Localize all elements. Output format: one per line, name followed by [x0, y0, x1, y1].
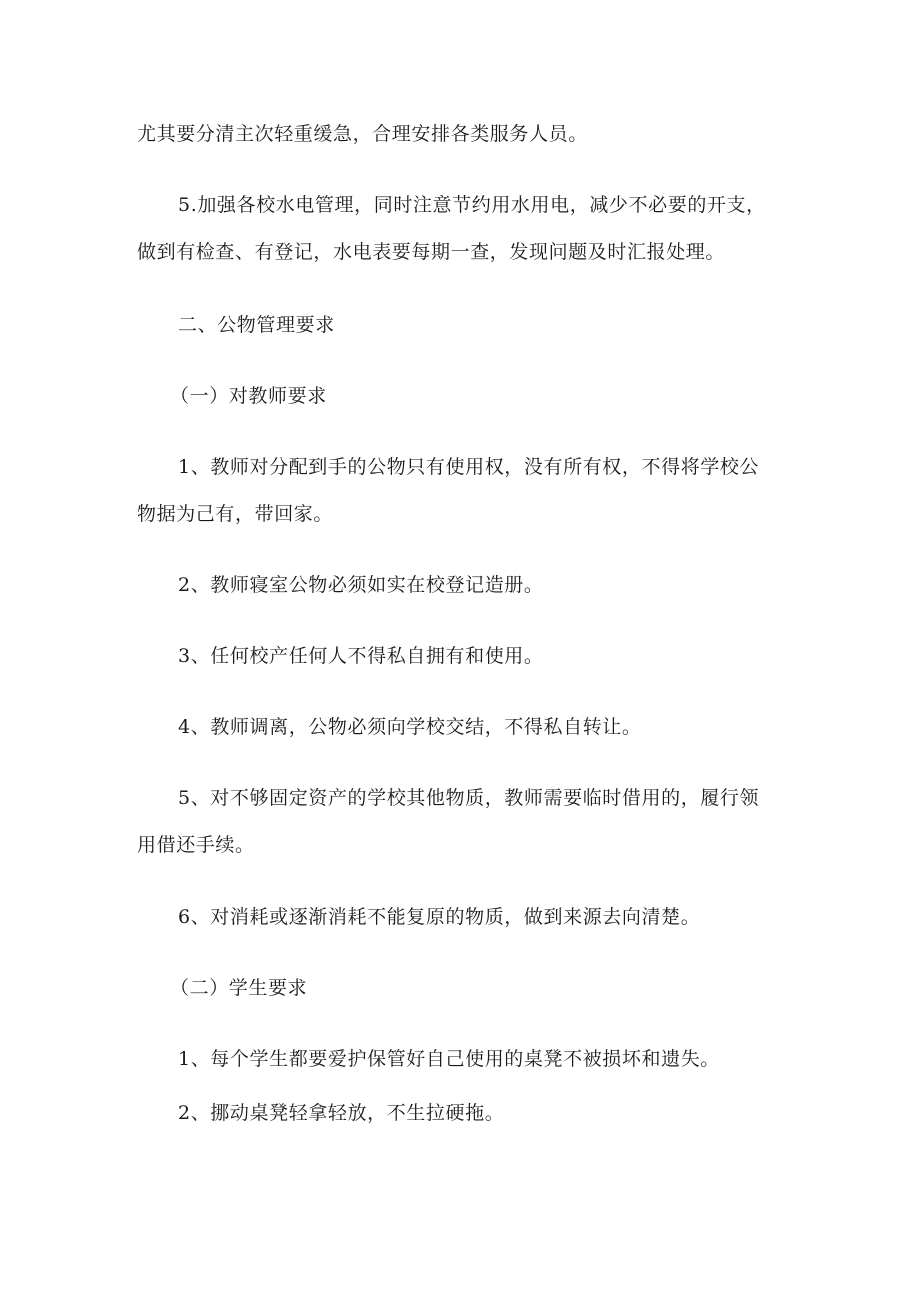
subsection-heading: （二）学生要求 — [170, 977, 308, 999]
text-line: 物据为己有，带回家。 — [137, 503, 334, 525]
text-line: 2、挪动桌凳轻拿轻放，不生拉硬拖。 — [178, 1102, 505, 1124]
text-line: 1、教师对分配到手的公物只有使用权，没有所有权，不得将学校公 — [178, 456, 760, 478]
text-line: 3、任何校产任何人不得私自拥有和使用。 — [178, 645, 544, 667]
text-line: 尤其要分清主次轻重缓急，合理安排各类服务人员。 — [137, 123, 588, 145]
text-line: 4、教师调离，公物必须向学校交结，不得私自转让。 — [178, 716, 642, 738]
text-line: 2、教师寝室公物必须如实在校登记造册。 — [178, 574, 544, 596]
text-line: 用借还手续。 — [137, 834, 255, 856]
text-line: 5、对不够固定资产的学校其他物质，教师需要临时借用的，履行领 — [178, 787, 760, 809]
text-line: 5.加强各校水电管理，同时注意节约用水用电，减少不必要的开支， — [178, 194, 766, 216]
text-line: 1、每个学生都要爱护保管好自己使用的桌凳不被损坏和遗失。 — [178, 1048, 720, 1070]
text-line: 6、对消耗或逐渐消耗不能复原的物质，做到来源去向清楚。 — [178, 906, 701, 928]
section-heading: 二、公物管理要求 — [178, 314, 335, 336]
text-line: 做到有检查、有登记，水电表要每期一查，发现问题及时汇报处理。 — [137, 241, 726, 263]
subsection-heading: （一）对教师要求 — [170, 385, 327, 407]
